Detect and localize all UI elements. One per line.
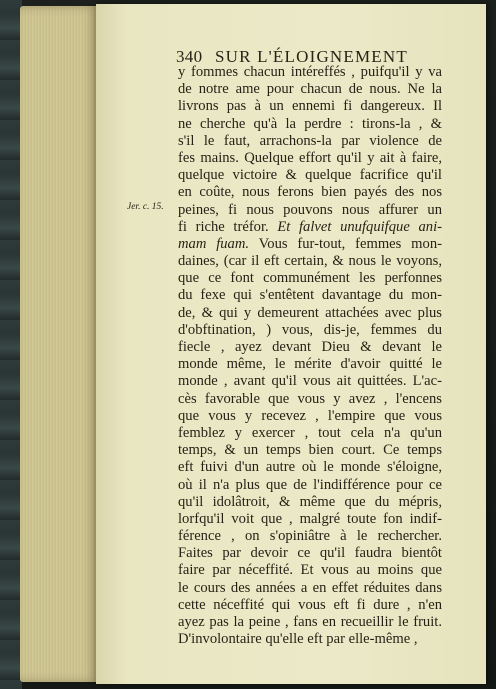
running-title: SUR L'ÉLOIGNEMENT bbox=[214, 47, 408, 66]
text-line bbox=[178, 322, 442, 339]
text-line bbox=[178, 477, 442, 494]
text-line bbox=[178, 580, 442, 597]
text-line bbox=[178, 202, 442, 219]
text-segment: monde même, le mérite d'avoir quitté le bbox=[178, 356, 442, 373]
text-line bbox=[178, 425, 442, 442]
text-line bbox=[178, 167, 442, 184]
text-segment: le cours des années a en effet réduites dans bbox=[178, 579, 442, 596]
text-line bbox=[178, 459, 442, 476]
text-line bbox=[178, 236, 442, 253]
page-edges bbox=[20, 6, 98, 682]
text-segment: faire par néceffité. Et vous au moins que bbox=[178, 562, 442, 579]
text-segment: férence , on s'opiniâtre à le rechercher. bbox=[178, 528, 442, 545]
text-segment: cette néceffité qui vous eft fi dure , n'en bbox=[178, 596, 442, 613]
text-line bbox=[178, 184, 442, 201]
text-line bbox=[178, 150, 442, 167]
text-line bbox=[178, 545, 442, 562]
text-segment: ayez pas la peine , fans en recueillir le fruit. bbox=[178, 614, 442, 630]
text-segment: de notre ame pour chacun de nous. Ne la bbox=[178, 81, 442, 98]
text-segment: qu'il idolâtroit, & même que du mépris, bbox=[178, 493, 442, 510]
text-segment: cès favorable que vous y avez , l'encens bbox=[178, 390, 442, 407]
text-segment: en coûte, nous ferons bien payés des nos bbox=[178, 184, 442, 201]
text-segment: fiecle , ayez devant Dieu & devant le bbox=[178, 339, 442, 355]
text-segment: Vous fur-tout, femmes mon- bbox=[249, 235, 442, 252]
text-segment: d'obftination, ) vous, dis-je, femmes du bbox=[178, 321, 442, 338]
text-segment: que vous y recevez , l'empire que vous bbox=[178, 407, 442, 424]
text-segment: lorfqu'il voit que , malgré toute fon indif- bbox=[178, 510, 442, 527]
text-line bbox=[178, 511, 442, 528]
page-number: 340 bbox=[176, 47, 203, 66]
text-segment: temps, & un temps bien court. Ce temps bbox=[178, 442, 442, 459]
text-line bbox=[178, 494, 442, 511]
text-segment: D'involontaire qu'elle eft par elle-même , bbox=[178, 631, 418, 648]
text-segment: femblez y exercer , tout cela n'a qu'un bbox=[178, 424, 442, 441]
text-segment: fes mains. Quelque effort qu'il y ait à faire, bbox=[178, 149, 442, 166]
italic-text: Et falvet unufquifque ani- bbox=[277, 218, 442, 235]
text-segment: peines, fi nous pouvons nous affurer un bbox=[178, 201, 442, 218]
text-line bbox=[178, 270, 442, 287]
text-line bbox=[178, 116, 442, 133]
text-segment: y fommes chacun intéreffés , puifqu'il y va bbox=[178, 64, 442, 80]
text-segment: s'il le faut, arrachons-la par violence de bbox=[178, 132, 442, 149]
text-line bbox=[178, 287, 442, 304]
text-segment: fi riche tréfor. bbox=[178, 218, 278, 235]
text-line bbox=[178, 253, 442, 270]
text-line bbox=[178, 597, 442, 614]
text-line bbox=[178, 373, 442, 390]
text-segment: Faites par devoir ce qu'il faudra bientôt bbox=[178, 545, 442, 562]
text-line bbox=[178, 408, 442, 425]
book-binding bbox=[0, 0, 22, 689]
text-line bbox=[178, 614, 442, 631]
body-text bbox=[178, 64, 442, 648]
margin-note: Jer. c. 15. bbox=[127, 202, 164, 212]
text-line bbox=[178, 562, 442, 579]
text-line bbox=[178, 339, 442, 356]
text-segment: ne cherche qu'à la perdre : tirons-la , & bbox=[178, 115, 442, 132]
text-segment: monde , avant qu'il vous ait quittées. L'ac- bbox=[178, 373, 442, 390]
text-segment: du fexe qui s'entêtent davantage du mon- bbox=[178, 287, 442, 304]
text-line bbox=[178, 305, 442, 322]
text-segment: où il n'a plus que de l'indifférence pour ce bbox=[178, 476, 442, 493]
text-line bbox=[178, 219, 442, 236]
text-segment: de, & qui y demeurent attachées avec plus bbox=[178, 304, 442, 321]
text-segment: quelque victoire & quelque facrifice qu'il bbox=[178, 167, 442, 184]
text-segment: daines, (car il eft certain, & nous le voyons, bbox=[178, 253, 442, 270]
text-segment: que ce font communément les perfonnes bbox=[178, 270, 442, 287]
text-line bbox=[178, 356, 442, 373]
text-line bbox=[178, 631, 442, 648]
text-line bbox=[178, 81, 442, 98]
text-line bbox=[178, 391, 442, 408]
text-line bbox=[178, 98, 442, 115]
text-line bbox=[178, 133, 442, 150]
italic-text: mam fuam. bbox=[178, 235, 250, 252]
text-line bbox=[178, 64, 442, 81]
text-line bbox=[178, 528, 442, 545]
text-line bbox=[178, 442, 442, 459]
text-segment: livrons pas à un ennemi fi dangereux. Il bbox=[178, 98, 442, 115]
text-segment: eft fuivi d'un autre où le monde s'éloigne, bbox=[178, 459, 442, 476]
